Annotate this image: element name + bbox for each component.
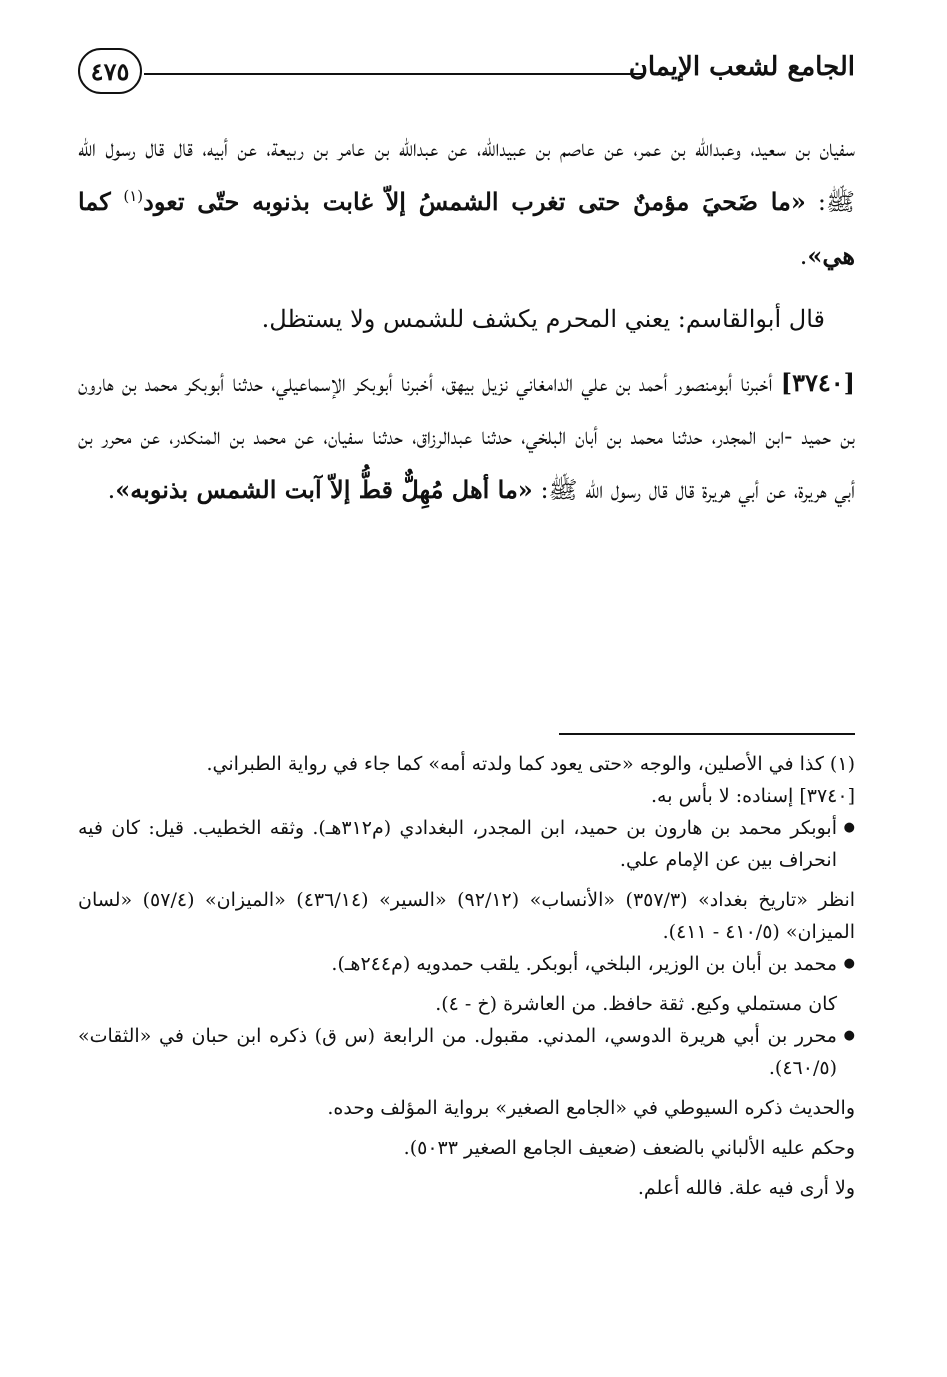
page-header [78,40,855,100]
footnote-separator [559,733,855,735]
footnote-marker: (١) [123,187,144,205]
footnote-1: (١) كذا في الأصلين، والوجه «حتى يعود كما ولدته أمه» كما جاء في رواية الطبراني. [206,753,855,775]
isnad-text: سفيان بن سعيد، وعبدالله بن عمر، عن عاصم بن عبيدالله، عن عبدالله بن عامر بن ربيعة، عن أبيه، قال قال رسول الله ﷺ: [78,134,856,216]
paragraph-end: . [107,476,116,504]
running-title: الجامع لشعب الإيمان [628,52,855,82]
footnote-conclusion: ولا أرى فيه علة. فالله أعلم. [637,1177,855,1199]
isnad-text: أخبرنا أبومنصور أحمد بن علي الدامغاني نزيل بيهق، أخبرنا أبوبكر الإسماعيلي، حدثنا أبوبكر محمد بن هارون بن حميد -ابن المجدر، حدثنا محمد بن أبان البلخي، حدثنا عبدالرزاق، حدثنا سفيان، عن محمد بن المنكدر، عن محرر بن أبي هريرة، عن أبي هريرة قال قال رسول الله ﷺ: [78,369,855,504]
footnotes [78,748,855,1204]
footnote-isnad-grade: [٣٧٤٠] إسناده: لا بأس به. [651,785,855,807]
header-rule [144,73,645,75]
paragraph-3 [78,356,855,517]
footnote-ruling: وحكم عليه الألباني بالضعف (ضعيف الجامع الصغير ٥٠٣٣). [403,1137,855,1159]
footnote-narrator-2-grade: كان مستملي وكيع. ثقة حافظ. من العاشرة (خ - ٤). [435,993,837,1015]
page-number: ٤٧٥ [78,48,142,94]
hadith-text: «ما أهل مُهِلٌّ قطُّ إلاّ آبت الشمس بذنوبه» [115,475,533,504]
paragraph-2: قال أبوالقاسم: يعني المحرم يكشف للشمس ولا يستظل. [261,305,825,333]
paragraph-end: . [799,242,808,270]
hadith-text-end: كما هي» [78,187,855,270]
footnote-source: والحديث ذكره السيوطي في «الجامع الصغير» برواية المؤلف وحده. [327,1097,855,1119]
footnote-narrator-2: ● محمد بن أبان بن الوزير، البلخي، أبوبكر. يلقب حمدويه (م٢٤٤هـ). [78,948,855,980]
hadith-text: «ما ضَحيَ مؤمنٌ حتى تغرب الشمسُ إلاّ غابت بذنوبه حتّى تعود [143,187,806,216]
hadith-number: [٣٧٤٠] [780,368,855,397]
paragraph-1 [78,122,855,283]
footnote-narrator-1: ● أبوبكر محمد بن هارون بن حميد، ابن المجدر، البغدادي (م٣١٢هـ). وثقه الخطيب. قيل: كان فيه انحراف بين عن الإمام علي. [78,812,855,876]
main-text [78,122,855,527]
footnote-references: انظر «تاريخ بغداد» (٣٥٧/٣) «الأنساب» (٩٢/١٢) «السير» (٤٣٦/١٤) «الميزان» (٥٧/٤) «لسان الميزان» (٤١٠/٥ - ٤١١). [78,889,856,943]
footnote-narrator-3: ● محرر بن أبي هريرة الدوسي، المدني. مقبول. من الرابعة (س ق) ذكره ابن حبان في «الثقات» (٤٦٠/٥). [78,1020,855,1084]
